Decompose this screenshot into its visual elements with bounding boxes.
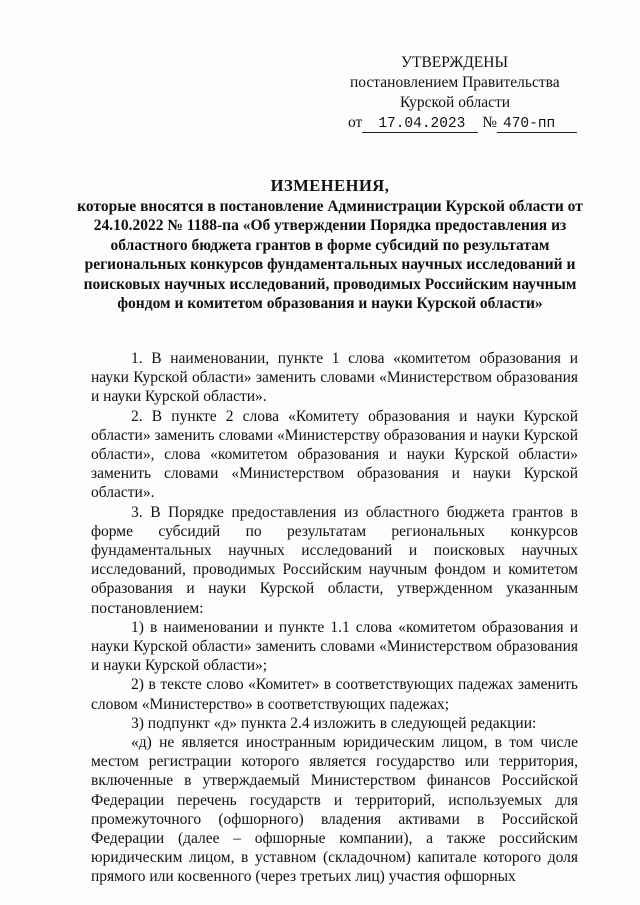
- title-heading: ИЗМЕНЕНИЯ,: [270, 176, 390, 195]
- title-subtitle: которые вносятся в постановление Администрации Курской области от 24.10.2022 № 1188-па «Об утверждении Порядка предоставления из областного бюджета грантов в форме субсидий по результатам региональных конкурсов фундаментальных научных исследований и поисковых научных исследований, проводимых Российским научным фондом и комитетом образования и науки Курской области»: [77, 197, 583, 312]
- paragraph-2: 2. В пункте 2 слова «Комитету образования и науки Курской области» заменить словами «Министерству образования и науки Курской области», слова «комитетом образования и науки Курской области» заменить словами «Министерством образования и науки Курской области».: [91, 407, 578, 502]
- subparagraph-2: 2) в тексте слово «Комитет» в соответствующих падежах заменить словом «Министерство» в соответствующих падежах;: [91, 676, 578, 713]
- subparagraph-1: 1) в наименовании и пункте 1.1 слова «комитетом образования и науки Курской области» заменить словами «Министерством образования и науки Курской области»;: [91, 618, 578, 675]
- paragraph-3: 3. В Порядке предоставления из областного бюджета грантов в форме субсидий по результатам региональных конкурсов фундаментальных научных исследований и поисковых научных исследований, проводимых Российским научным фондом и комитетом образования и науки Курской области, утвержденном указанным постановлением:: [91, 503, 578, 617]
- number-prefix: №: [482, 114, 498, 131]
- document-body: [91, 349, 578, 887]
- decree-date: 17.04.2023: [362, 116, 478, 133]
- approval-line-region: Курской области: [400, 94, 511, 111]
- date-prefix: от: [348, 114, 363, 131]
- approval-line-decree: постановлением Правительства: [350, 74, 560, 91]
- approval-stamp: [345, 53, 585, 133]
- subparagraph-3: 3) подпункт «д» пункта 2.4 изложить в следующей редакции:: [131, 714, 537, 732]
- paragraph-1: 1. В наименовании, пункте 1 слова «комитетом образования и науки Курской области» заменить словами «Министерством образования и науки Курской области».: [91, 350, 578, 406]
- approval-heading: УТВЕРЖДЕНЫ: [401, 54, 508, 71]
- quoted-clause-d: «д) не является иностранным юридическим лицом, в том числе местом регистрации которого является государство или территория, включенные в утверждаемый Министерством финансов Российской Федерации перечень государств и территорий, используемых для промежуточного (офшорного) владения активами в Российской Федерации (далее – офшорные компании), а также российским юридическим лицом, в уставном (складочном) капитале которого доля прямого или косвенного (через третьих лиц) участия офшорных: [91, 734, 578, 886]
- document-title: [70, 176, 590, 314]
- decree-number: 470-пп: [497, 116, 577, 133]
- approval-date-number: [345, 113, 585, 133]
